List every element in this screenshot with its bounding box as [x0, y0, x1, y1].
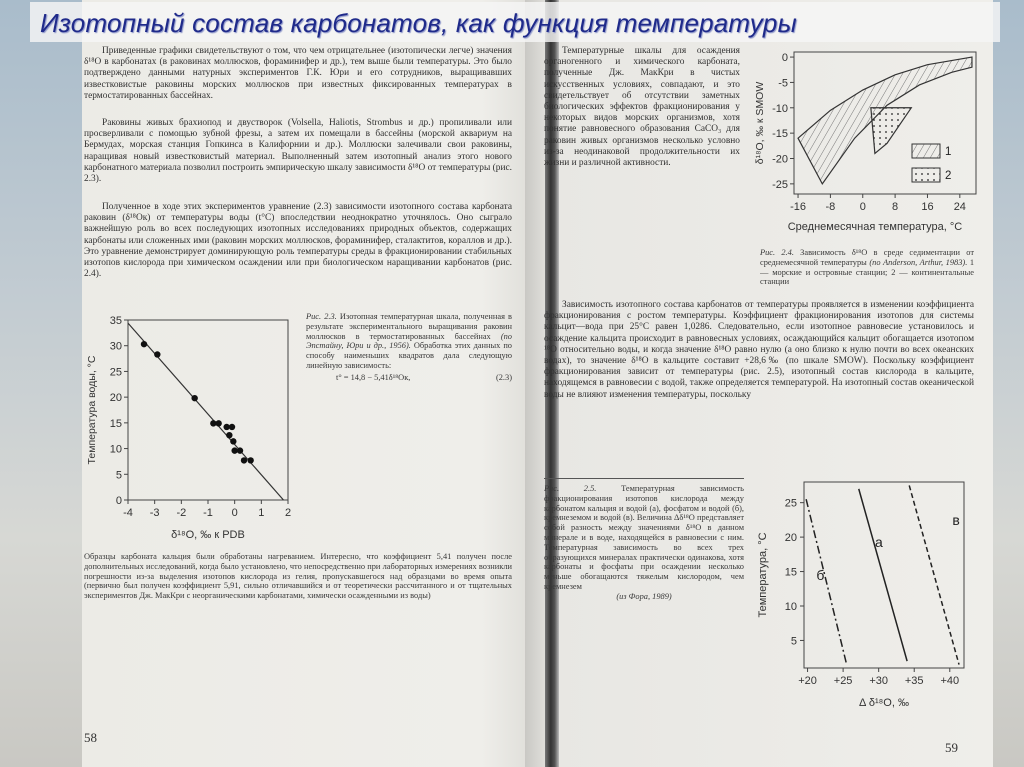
y-tick-label: 15	[784, 566, 797, 579]
data-point	[141, 341, 147, 347]
series-label: б	[816, 566, 825, 583]
fig-2-4-label: Рис. 2.4.	[760, 248, 794, 257]
equation: t° = 14,8 − 5,41δ¹⁸Oк,	[336, 372, 411, 382]
fig-2-5-label: Рис. 2.5.	[544, 484, 597, 493]
data-point	[215, 420, 221, 426]
right-paragraph-2-text: Зависимость изотопного состава карбонатов от температуры проявляется в изменении коэффициента фракционирования с ростом температуры. Коэффициент фракционирования изотопов для системы кальцит—вода при 25°С равен 1,0286. Следовательно, если изотопное равновесие установилось и осаждение кальцита происходит в равновесных условиях, осаждающийся кальцит обогащается изотопом ¹⁸O относительно воды, и когда значение δ¹⁸O равно нулю (а оно близко к нулю почти во всех океанских водах), то значение δ¹⁸O в кальците составит +28,6‰ (по шкале SMOW). Поскольку коэффициент фракционирования зависит от температуры (рис. 2.5), изотопный состав кислорода в кальците, находящемся в равновесии с водой, также определяется температурой. На изотопный состав океанической воды не влияют изменения температуры, поскольку	[544, 300, 974, 400]
right-paragraph-2	[544, 300, 974, 470]
data-point	[191, 395, 197, 401]
fig-2-4-text2: 1 — морские и островные станции; 2 — континентальные станции	[760, 257, 974, 287]
left-paragraph-3: Полученное в ходе этих экспериментов уравнение (2.3) зависимости изотопного состава карбоната раковин (δ¹⁸Oк) от температуры воды (t°C) впоследствии неоднократно уточнялось. Оно сыграло важнейшую роль во всех последующих изотопных исследованиях природных объектов, содержащих карбонаты или сложенных ими (раковин морских моллюсков, фораминифер, сталактитов, кораллов и др.). Это уравнение демонстрирует доминирующую роль температуры среды в фракционировании стабильных изотопов кислорода при химическом осаждении или при биологическом наращивании карбонатов (рис. 2.4).	[84, 202, 512, 280]
y-axis-label: δ¹⁸O, ‰ к SMOW	[754, 81, 766, 165]
y-tick-label: 25	[784, 497, 797, 510]
x-tick-label: -16	[790, 201, 806, 213]
fig-2-4-source: (по Anderson, Arthur, 1983).	[869, 257, 968, 267]
legend-swatch-2	[912, 168, 940, 182]
y-tick-label: 35	[109, 315, 122, 327]
x-tick-label: 0	[231, 507, 238, 519]
x-axis-label: δ¹⁸O, ‰ к PDB	[171, 529, 245, 541]
regression-line	[128, 323, 283, 500]
y-tick-label: -25	[772, 178, 788, 191]
y-tick-label: 10	[109, 443, 122, 456]
fig-2-4-chart	[752, 46, 982, 246]
x-tick-label: 8	[892, 201, 899, 213]
legend-swatch-1	[912, 144, 940, 158]
plot-frame	[804, 482, 964, 668]
data-point	[241, 457, 247, 463]
y-axis-label: Температура, °С	[757, 532, 769, 618]
y-tick-label: -10	[772, 102, 788, 115]
y-tick-label: 0	[781, 52, 788, 65]
y-tick-label: 0	[115, 495, 122, 507]
fig-2-3-caption-tail	[84, 552, 512, 712]
x-tick-label: 1	[258, 507, 265, 519]
fig-2-3-text3: Образцы карбоната кальция были обработаны нагреванием. Интересно, что коэффициент 5,41 получен после дополнительных исследований, когда было установлено, что непосредственно при лабораторных измерениях возникли погрешности из-за выделения изотопов кислорода из гелия, пропускавшегося над образцами во время опыта (первично был получен коэффициент 5,91, сильно отличавшийся и от теоретически рассчитанного и от тщательных экспериментов Дж. МакКри с неорганическими карбонатами, химически осажденными из воды)	[84, 552, 512, 601]
data-point	[237, 447, 243, 453]
y-tick-label: 20	[109, 392, 122, 405]
series-label: в	[952, 512, 960, 528]
x-tick-label: -8	[825, 201, 836, 213]
x-tick-label: +40	[940, 675, 960, 687]
fig-2-5-source: (из Фора, 1989)	[616, 591, 672, 601]
fig-2-3-text: Изотопная температурная шкала, полученная в результате экспериментального выращивания раковин моллюсков в термостатированных бассейнах	[306, 312, 512, 341]
data-point	[229, 424, 235, 430]
x-tick-label: +35	[904, 675, 924, 687]
fig-2-3-caption	[306, 312, 512, 548]
x-tick-label: -4	[123, 507, 133, 519]
region-2	[871, 108, 911, 154]
data-point	[230, 438, 236, 444]
fig-2-5-text: Температурная зависимость фракционирования изотопов кислорода между карбонатом кальция и водой (а), фосфатом и водой (б), кремнеземом и водой (в). Величина Δδ¹⁸O представляет собой разность между значениями δ¹⁸O в данном минерале и в воде, находящейся в равновесии с ним. Температурная зависимость во всех трех образующихся минералах практически одинакова, хотя карбонаты и фосфаты при осаждении несколько меньше обогащаются тяжелым кислородом, чем кремнезем	[544, 484, 744, 591]
x-tick-label: 24	[953, 201, 966, 213]
y-tick-label: 20	[784, 532, 797, 545]
x-tick-label: 2	[284, 507, 292, 519]
fig-2-4-caption	[760, 248, 974, 294]
y-tick-label: -15	[772, 128, 788, 141]
line-dash-dot	[806, 499, 847, 664]
plot-frame	[128, 320, 288, 500]
x-tick-label: +25	[833, 675, 853, 687]
series-label: а	[875, 534, 883, 550]
legend-label-2: 2	[945, 170, 952, 182]
y-tick-label: -5	[778, 77, 788, 90]
x-tick-label: +30	[869, 675, 889, 687]
data-point	[154, 351, 160, 357]
x-axis-label: Δ δ¹⁸O, ‰	[859, 697, 909, 709]
left-paragraph-1: Приведенные графики свидетельствуют о том, что чем отрицательнее (изотопически легче) значения δ¹⁸O в карбонатах (в раковинах моллюсков, фораминифер и др.), тем выше были температуры. Это было подтверждено данными натурных экспериментов Г.К. Юри и его сотрудников, выращивавших известковистые раковины морских моллюсков при известных фиксированных температурах в термостатированных бассейнах.	[84, 46, 512, 101]
fig-2-5-chart	[752, 476, 982, 726]
line-solid	[859, 489, 907, 661]
y-tick-label: 10	[784, 601, 797, 613]
x-tick-label: 0	[859, 201, 866, 213]
y-tick-label: 30	[109, 340, 122, 353]
y-tick-label: 25	[109, 366, 122, 379]
right-paragraph-1: Температурные шкалы для осаждения органогенного и химического карбоната, полученные Дж. МакКри в чистых искусственных условиях, совпадают, и это свидетельствует об отсутствии заметных биологических эффектов фракционирования у некоторых видов морских организмов, хотя понятие равновесного образования CaCO₃ для раковин живых организмов несколько условно из-за неодинаковой продолжительности их жизни и различной активности.	[544, 46, 740, 169]
y-tick-label: -20	[772, 153, 788, 166]
fig-2-3-label: Рис. 2.3.	[306, 312, 337, 321]
x-tick-label: -2	[176, 507, 187, 519]
y-tick-label: 15	[109, 417, 122, 430]
fig-2-5-rule	[544, 478, 744, 479]
fig-2-5-caption	[544, 484, 744, 720]
equation-row	[306, 373, 512, 383]
left-paragraph-2: Раковины живых брахиопод и двустворок (Volsella, Haliotis, Strombus и др.) пропиливали или просверливали с помощью зубной фрезы, а затем их помещали в бассейны (морской аквариум на Бермудах, морская станция Гопкинса в Калифорнии и др.). Моллюски залечивали свои раковины, наращивая новый известковистый материал. Выполненный затем изотопный анализ этого нового карбонатного материала позволил построить эмпирическую шкалу зависимости δ¹⁸O от температуры (рис. 2.3).	[84, 118, 512, 185]
y-tick-label: 5	[790, 635, 797, 648]
x-tick-label: -3	[149, 507, 160, 519]
y-axis-label: Температура воды, °С	[86, 355, 98, 465]
equation-number: (2.3)	[495, 372, 512, 382]
y-tick-label: 5	[115, 469, 122, 482]
fig-2-3-source: (по Эпстайну, Юри и др., 1956).	[306, 331, 512, 351]
fig-2-3-text2: Обработка этих данных по способу наименьших квадратов дала следующую линейную зависимость:	[306, 341, 512, 370]
slide-title: Изотопный состав карбонатов, как функция температуры	[40, 8, 797, 38]
left-page-number: 58	[84, 730, 97, 745]
x-tick-label: -1	[203, 507, 213, 519]
x-axis-label: Среднемесячная температура, °С	[787, 221, 963, 233]
fig-2-4-text: Зависимость δ¹⁸O в среде седиментации от среднемесячной температуры	[760, 248, 974, 267]
right-page-number: 59	[945, 740, 958, 755]
x-tick-label: 16	[921, 201, 934, 213]
data-point	[226, 432, 232, 438]
fig-2-3-chart	[84, 312, 300, 548]
legend-label-1: 1	[945, 146, 952, 158]
data-point	[247, 457, 253, 463]
x-tick-label: +20	[798, 675, 817, 687]
